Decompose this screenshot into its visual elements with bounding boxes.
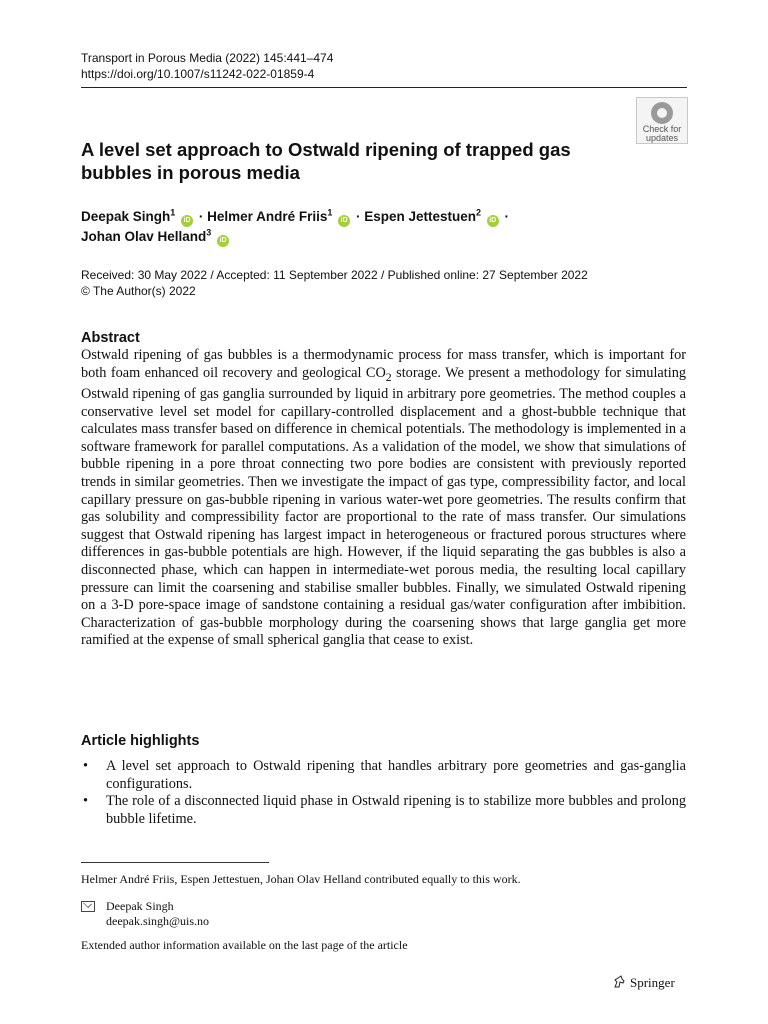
publisher-name: Springer	[630, 975, 675, 990]
crossmark-label-2: updates	[645, 133, 679, 143]
bullet: •	[83, 758, 89, 774]
received-dates: Received: 30 May 2022 / Accepted: 11 September 2022 / Published online: 27 September 2022	[81, 268, 588, 282]
abstract-text-2: storage. We present a methodology for simulating Ostwald ripening of gas ganglia surrounded by liquid in arbitrary pore geometries. The method couples a conservative level set model for capillary-controlled displacement and a ghost-bubble technique that calculates mass transfer based on difference in chemical potentials. The methodology is implemented in a software framework for parallel computations. As a validation of the model, we show that simulations of bubble ripening in a pore throat connecting two pore bodies are consistent with previously reported trends in similar geometries. Then we investigate the impact of gas type, compressibility factor, and local capillary pressure on gas-bubble ripening in various water-wet pore geometries. The results confirm that gas solubility and compressibility factor are proportional to the rate of mass transfer. Our simulations suggest that Ostwald ripening has largest impact in heterogeneous or fractured porous structures where differences in gas-bubble potentials are high. However, if the liquid separating the gas bubbles is also a disconnected phase, which can happen in intermediate-wet porous media, the resulting local capillary pressure can limit the coarsening and stabilise smaller bubbles. Finally, we simulated Ostwald ripening on a 3-D pore-space image of sandstone containing a residual gas/water configuration after imbibition. Characterization of gas-bubble morphology during the coarsening shows that large ganglia get more ramified at the expense of small spherical ganglia that cease to exist.	[81, 364, 686, 649]
contact-email[interactable]: deepak.singh@uis.no	[106, 914, 210, 928]
equal-contribution-note: Helmer André Friis, Espen Jettestuen, Johan Olav Helland contributed equally to this work.	[81, 872, 521, 886]
highlight-text: A level set approach to Ostwald ripening that handles arbitrary pore geometries and gas-ganglia configurations.	[106, 758, 686, 792]
envelope-icon	[81, 901, 95, 912]
orcid-icon[interactable]: iD	[217, 235, 229, 247]
author-name: Johan Olav Helland	[81, 229, 207, 244]
author-separator: ·	[198, 209, 204, 224]
footnote-rule	[81, 862, 269, 863]
contact-name: Deepak Singh	[106, 899, 174, 913]
subscript: 2	[385, 369, 392, 384]
abstract-body	[81, 347, 686, 650]
publication-history	[81, 267, 588, 299]
author-separator: ·	[504, 209, 510, 224]
affiliation-marker: 1	[170, 207, 176, 218]
highlights-heading: Article highlights	[81, 733, 200, 749]
article-title: A level set approach to Ostwald ripening of trapped gas bubbles in porous media	[81, 139, 571, 183]
extended-author-info: Extended author information available on the last page of the article	[81, 938, 408, 952]
highlight-item	[81, 793, 686, 828]
journal-reference: Transport in Porous Media (2022) 145:441–474	[81, 51, 334, 65]
doi-link[interactable]: https://doi.org/10.1007/s11242-022-01859-4	[81, 67, 315, 81]
affiliation-marker: 3	[206, 227, 212, 238]
publisher-logo	[612, 975, 675, 991]
orcid-icon[interactable]: iD	[181, 215, 193, 227]
highlight-text: The role of a disconnected liquid phase in Ostwald ripening is to stabilize more bubbles and prolong bubble lifetime.	[106, 793, 686, 827]
author-separator: ·	[355, 209, 361, 224]
abstract-heading: Abstract	[81, 330, 140, 346]
author-name: Espen Jettestuen	[364, 209, 476, 224]
highlights-list	[81, 758, 686, 828]
abstract-text-1: Ostwald ripening of gas bubbles is a thermodynamic process for mass transfer, which is important for both foam enhanced oil recovery and geological CO	[81, 347, 686, 381]
header-rule	[81, 87, 687, 88]
journal-citation	[81, 50, 333, 82]
author-list	[81, 207, 641, 247]
author-name: Helmer André Friis	[207, 209, 328, 224]
springer-horse-icon	[612, 975, 626, 989]
affiliation-marker: 2	[476, 207, 482, 218]
copyright-notice: © The Author(s) 2022	[81, 284, 196, 298]
affiliation-marker: 1	[327, 207, 333, 218]
orcid-icon[interactable]: iD	[338, 215, 350, 227]
author-name: Deepak Singh	[81, 209, 171, 224]
bullet: •	[83, 793, 89, 810]
highlight-item	[81, 758, 686, 793]
orcid-icon[interactable]: iD	[487, 215, 499, 227]
crossmark-label-1: Check for	[642, 124, 682, 134]
check-for-updates-badge[interactable]	[636, 97, 688, 144]
crossmark-icon	[651, 102, 673, 124]
